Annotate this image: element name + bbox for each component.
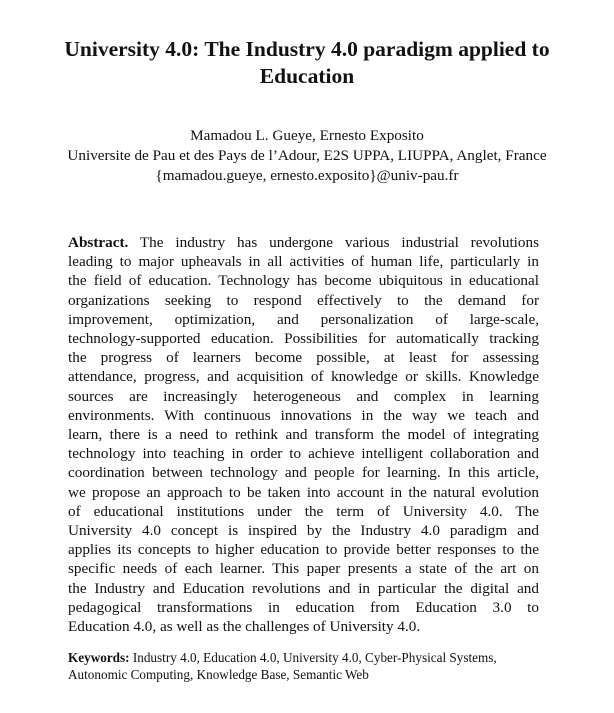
- keywords-line-2: Autonomic Computing, Knowledge Base, Semantic Web: [68, 667, 369, 682]
- title-line-2: Education: [259, 64, 355, 88]
- abstract-line: technology into teaching in order to achieve intelligent collaboration and: [68, 445, 539, 463]
- author-block: [0, 126, 614, 186]
- abstract-line: of educational institutions under the term of University 4.0. The: [68, 502, 539, 520]
- abstract: [68, 233, 539, 636]
- author-names: Mamadou L. Gueye, Ernesto Exposito: [190, 127, 424, 144]
- abstract-line: specific needs of each learner. This paper presents a state of the art on: [68, 560, 539, 578]
- abstract-line: attendance, progress, and acquisition of knowledge or skills. Knowledge: [68, 368, 539, 386]
- abstract-line: learn, there is a need to rethink and transform the model of integrating: [68, 426, 539, 444]
- abstract-line: we propose an approach to be taken into account in the natural evolution: [68, 483, 539, 501]
- abstract-line: technology-supported education. Possibilities for automatically tracking: [68, 330, 539, 348]
- abstract-line: [68, 233, 539, 252]
- abstract-line: pedagogical transformations in education from Education 3.0 to: [68, 598, 539, 616]
- abstract-text: The industry has undergone various industrial revolutions: [128, 234, 539, 251]
- abstract-line: the field of education. Technology has become ubiquitous in educational: [68, 272, 539, 290]
- keywords-text: Industry 4.0, Education 4.0, University 4.0, Cyber-Physical Systems,: [129, 650, 497, 665]
- abstract-line: coordination between technology and people for learning. In this article,: [68, 464, 539, 482]
- title-line-1: University 4.0: The Industry 4.0 paradigm applied to: [64, 37, 550, 61]
- abstract-line: sources are increasingly heterogeneous and complex in learning: [68, 387, 539, 405]
- abstract-line: the Industry and Education revolutions and in particular the digital and: [68, 579, 539, 597]
- abstract-line: the progress of learners become possible, at least for assessing: [68, 349, 539, 367]
- abstract-line: improvement, optimization, and personalization of large-scale,: [68, 310, 539, 328]
- abstract-line: organizations seeking to respond effectively to the demand for: [68, 291, 539, 309]
- abstract-line: environments. With continuous innovations in the way we teach and: [68, 406, 539, 424]
- author-emails: {mamadou.gueye, ernesto.exposito}@univ-pau.fr: [155, 167, 459, 184]
- keywords-label: Keywords:: [68, 650, 130, 665]
- keywords-line-1: [68, 649, 548, 666]
- keywords: [68, 649, 548, 683]
- abstract-line: Education 4.0, as well as the challenges of University 4.0.: [68, 618, 421, 636]
- affiliation: Universite de Pau et des Pays de l’Adour, E2S UPPA, LIUPPA, Anglet, France: [67, 147, 547, 164]
- paper-title: [30, 36, 584, 90]
- abstract-line: leading to major upheavals in all activities of human life, particularly in: [68, 253, 539, 271]
- abstract-label: Abstract.: [68, 234, 129, 251]
- abstract-line: University 4.0 concept is inspired by the Industry 4.0 paradigm and: [68, 522, 539, 540]
- abstract-line: applies its concepts to higher education to provide better responses to the: [68, 541, 539, 559]
